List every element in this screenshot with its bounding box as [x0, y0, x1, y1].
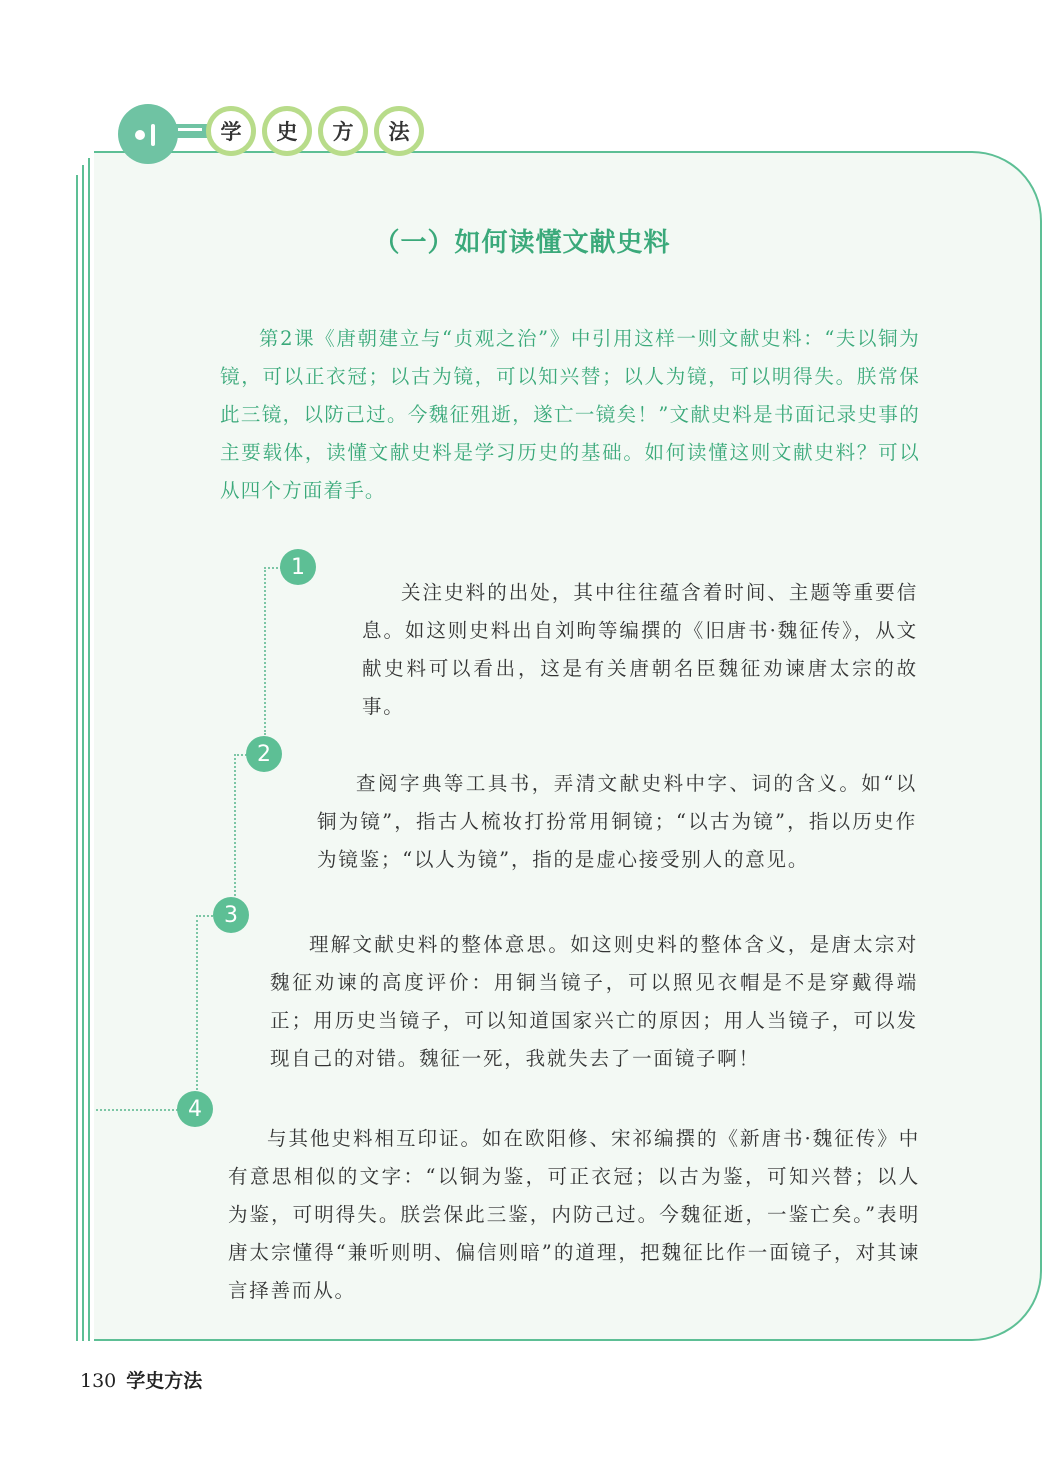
connector-1-v [264, 567, 266, 735]
step-text-2: 查阅字典等工具书，弄清文献史料中字、词的含义。如“以铜为镜”，指古人梳妆打扮常用铜镜；“以古为镜”，指以历史作为镜鉴；“以人为镜”，指的是虚心接受别人的意见。 [317, 772, 917, 871]
key-icon [118, 104, 178, 164]
step-text-1: 关注史料的出处，其中往往蕴含着时间、主题等重要信息。如这则史料出自刘昫等编撰的《旧唐书·魏征传》，从文献史料可以看出，这是有关唐朝名臣魏征劝谏唐太宗的故事。 [362, 581, 918, 718]
step-number-4: 4 [177, 1091, 213, 1127]
footer-label: 学史方法 [126, 1370, 203, 1392]
border-line-3 [88, 158, 90, 1341]
connector-4-h [96, 1109, 178, 1111]
step-number-2: 2 [246, 736, 282, 772]
page-number: 130 [80, 1370, 117, 1392]
step-number-3: 3 [213, 897, 249, 933]
connector-3-v [196, 915, 198, 1090]
section-title: （一）如何读懂文献史料 [373, 228, 671, 258]
border-line-1 [76, 175, 78, 1341]
header-tab-2: 史 [262, 106, 312, 156]
connector-2-v [234, 754, 236, 896]
header-tab-3: 方 [318, 106, 368, 156]
header-tab-4: 法 [374, 106, 424, 156]
intro-paragraph: 第2课《唐朝建立与“贞观之治”》中引用这样一则文献史料：“夫以铜为镜，可以正衣冠；以古为镜，可以知兴替；以人为镜，可以明得失。朕常保此三镜，以防己过。今魏征殂逝，遂亡一镜矣！”文献史料是书面记录史事的主要载体，读懂文献史料是学习历史的基础。如何读懂这则文献史料？可以从四个方面着手。 [220, 327, 920, 502]
step-text-3: 理解文献史料的整体意思。如这则史料的整体含义，是唐太宗对魏征劝谏的高度评价：用铜当镜子，可以照见衣帽是不是穿戴得端正；用历史当镜子，可以知道国家兴亡的原因；用人当镜子，可以发现自己的对错。魏征一死，我就失去了一面镜子啊！ [270, 933, 918, 1070]
header-tab-1: 学 [206, 106, 256, 156]
page-footer [80, 1366, 202, 1393]
border-line-2 [82, 165, 84, 1341]
step-text-4: 与其他史料相互印证。如在欧阳修、宋祁编撰的《新唐书·魏征传》中有意思相似的文字：“以铜为鉴，可正衣冠；以古为鉴，可知兴替；以人为鉴，可明得失。朕尝保此三鉴，内防己过。今魏征逝，一鉴亡矣。”表明唐太宗懂得“兼听则明、偏信则暗”的道理，把魏征比作一面镜子，对其谏言择善而从。 [228, 1127, 920, 1302]
step-number-1: 1 [280, 549, 316, 585]
